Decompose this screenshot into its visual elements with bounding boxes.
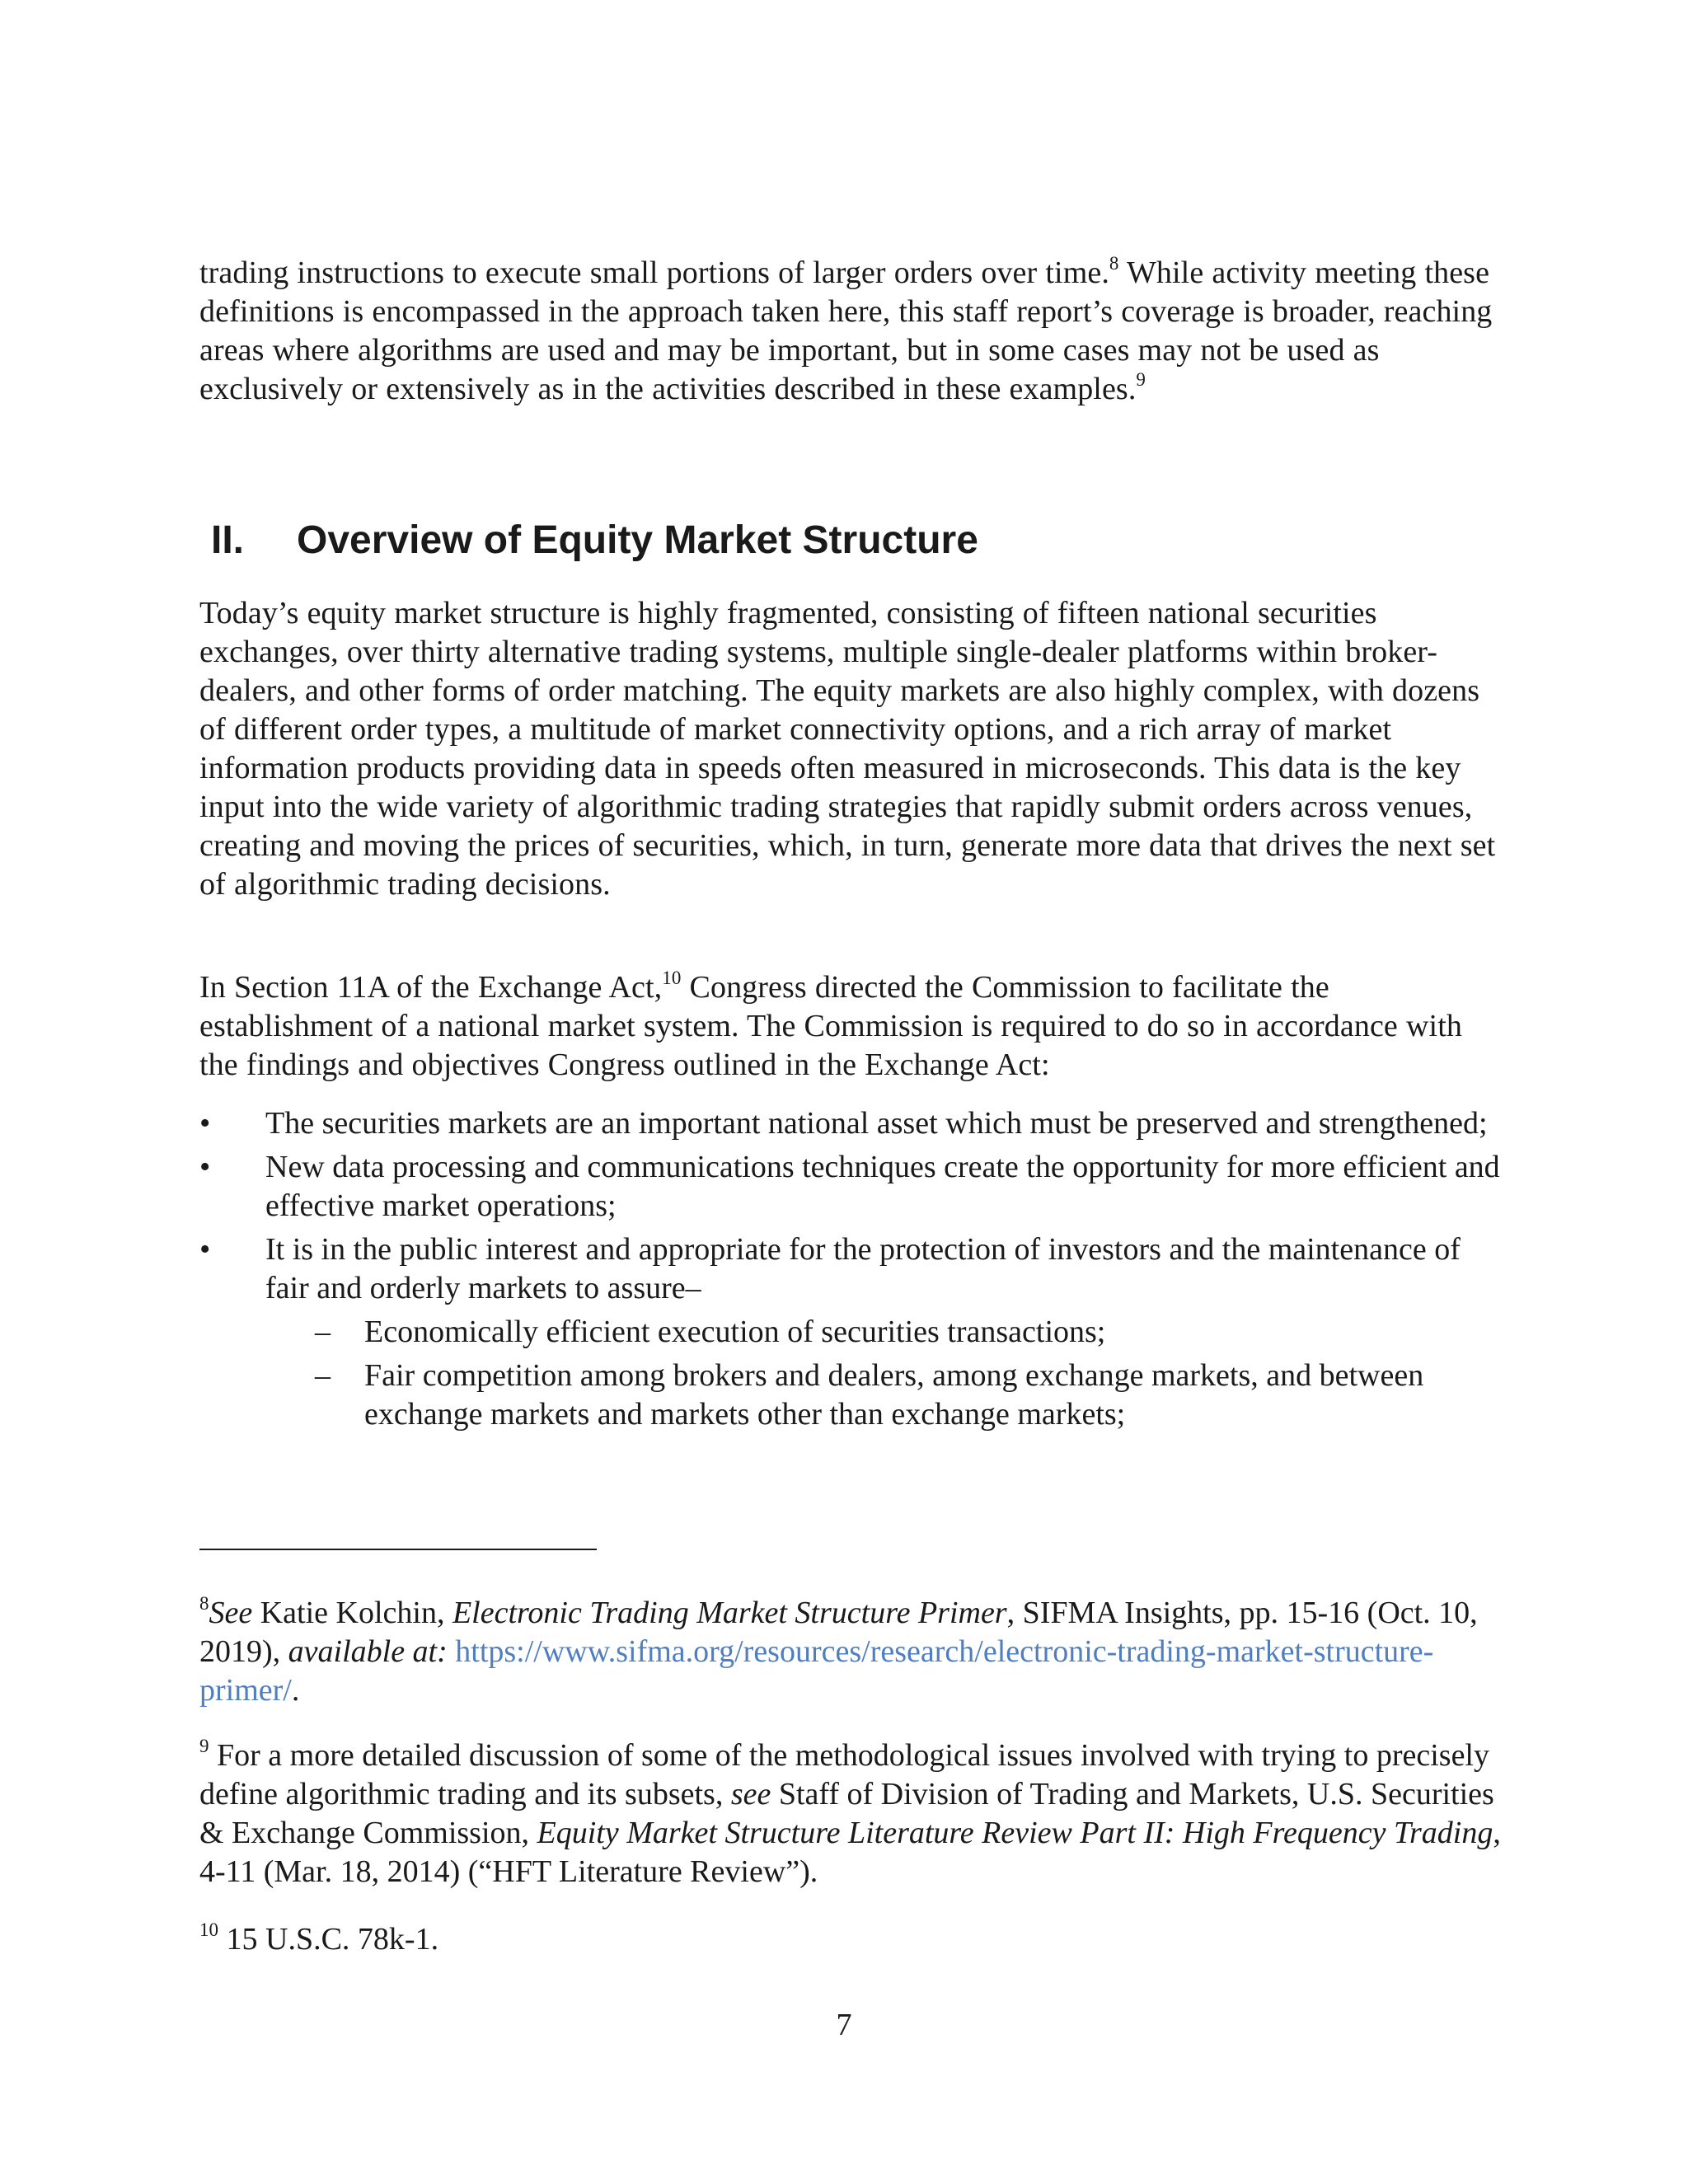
paragraph-text: Congress directed the Commission to facilitate the establishment of a national market system. The Commission is required to do so in accordance with the findings and objectives Congress outlined in the Exchange Act: xyxy=(199,970,1462,1082)
footnote-8 xyxy=(199,1594,1510,1710)
paragraph-text: trading instructions to execute small portions of larger orders over time. xyxy=(199,255,1109,290)
paragraph-section-11a xyxy=(199,968,1498,1085)
sub-list-item xyxy=(199,1313,1510,1352)
bullet-icon: • xyxy=(199,1232,211,1267)
footnote-text: Katie Kolchin, xyxy=(252,1596,452,1630)
paragraph-market-structure: Today’s equity market structure is highly fragmented, consisting of fifteen national securities exchanges, over thirty alternative trading systems, multiple single-dealer platforms within broker-dealers, and other forms of order matching. The equity markets are also highly complex, with dozens of different order types, a multitude of market connectivity options, and a rich array of market information products providing data in speeds often measured in microseconds. This data is the key input into the wide variety of algorithmic trading strategies that rapidly submit orders across venues, creating and moving the prices of securities, which, in turn, generate more data that drives the next set of algorithmic trading decisions. xyxy=(199,596,1496,902)
bullet-icon: • xyxy=(199,1106,211,1141)
sifma-link[interactable]: https://www.sifma.org/resources/research/electronic-trading-market-structure-primer/ xyxy=(199,1634,1434,1708)
footnote-9 xyxy=(199,1736,1510,1891)
footnote-text: For a more detailed discussion of some of the methodological issues involved with trying to precisely define algorithmic trading and its subsets, xyxy=(199,1738,1489,1811)
paragraph-text: While activity meeting these definitions is encompassed in the approach taken here, this staff report’s coverage is broader, reaching areas where algorithms are used and may be important, but in some cases may not be used as exclusively or extensively as in the activities described in these examples. xyxy=(199,255,1493,406)
paragraph-text: In Section 11A of the Exchange Act, xyxy=(199,970,663,1005)
list-item-text: New data processing and communications techniques create the opportunity for more efficient and effective market operations; xyxy=(265,1150,1500,1223)
list-item xyxy=(199,1230,1510,1308)
footnote-text: , 4-11 (Mar. 18, 2014) (“HFT Literature Review”). xyxy=(199,1816,1501,1889)
available-at-label: available at: xyxy=(288,1634,448,1669)
section-heading xyxy=(211,516,978,565)
footnote-10 xyxy=(199,1920,1510,1959)
paragraph-algorithmic-definitions xyxy=(199,254,1498,409)
dash-icon: – xyxy=(315,1358,331,1393)
section-number: II. xyxy=(211,518,245,562)
footnote-text: Staff of Division of Trading and Markets, U.S. Securities & Exchange Commission, xyxy=(199,1777,1494,1850)
footnote-number: 9 xyxy=(199,1736,209,1757)
dash-icon: – xyxy=(315,1315,331,1349)
sub-list-item-text: Economically efficient execution of securities transactions; xyxy=(364,1315,1106,1349)
footnote-text: 15 U.S.C. 78k-1. xyxy=(218,1922,439,1957)
signal-see: See xyxy=(209,1596,253,1630)
sub-list-item xyxy=(199,1357,1510,1434)
list-item-text: The securities markets are an important national asset which must be preserved and strengthened; xyxy=(265,1106,1488,1141)
sub-list-item-text: Fair competition among brokers and dealers, among exchange markets, and between exchange markets and markets other than exchange markets; xyxy=(364,1358,1424,1432)
section-title: Overview of Equity Market Structure xyxy=(297,518,978,562)
footnote-ref-9[interactable]: 9 xyxy=(1136,369,1146,391)
footnote-text: , SIFMA Insights, pp. 15-16 (Oct. 10, 2019), xyxy=(199,1596,1478,1669)
footnote-text: . xyxy=(291,1673,300,1708)
signal-see: see xyxy=(730,1777,771,1811)
page-number: 7 xyxy=(836,2008,852,2042)
cited-title: Electronic Trading Market Structure Primer xyxy=(452,1596,1007,1630)
list-item-text: It is in the public interest and appropriate for the protection of investors and the maintenance of fair and orderly markets to assure– xyxy=(265,1232,1461,1305)
list-item xyxy=(199,1148,1510,1226)
footnote-ref-10[interactable]: 10 xyxy=(662,968,682,989)
footnote-separator xyxy=(199,1549,597,1550)
list-item xyxy=(199,1104,1510,1143)
footnote-number: 10 xyxy=(199,1919,218,1941)
findings-list xyxy=(199,1104,1510,1439)
footnote-number: 8 xyxy=(199,1593,209,1615)
bullet-icon: • xyxy=(199,1150,211,1184)
footnote-ref-8[interactable]: 8 xyxy=(1109,253,1119,274)
cited-title: Equity Market Structure Literature Review Part II: High Frequency Trading xyxy=(537,1816,1493,1850)
